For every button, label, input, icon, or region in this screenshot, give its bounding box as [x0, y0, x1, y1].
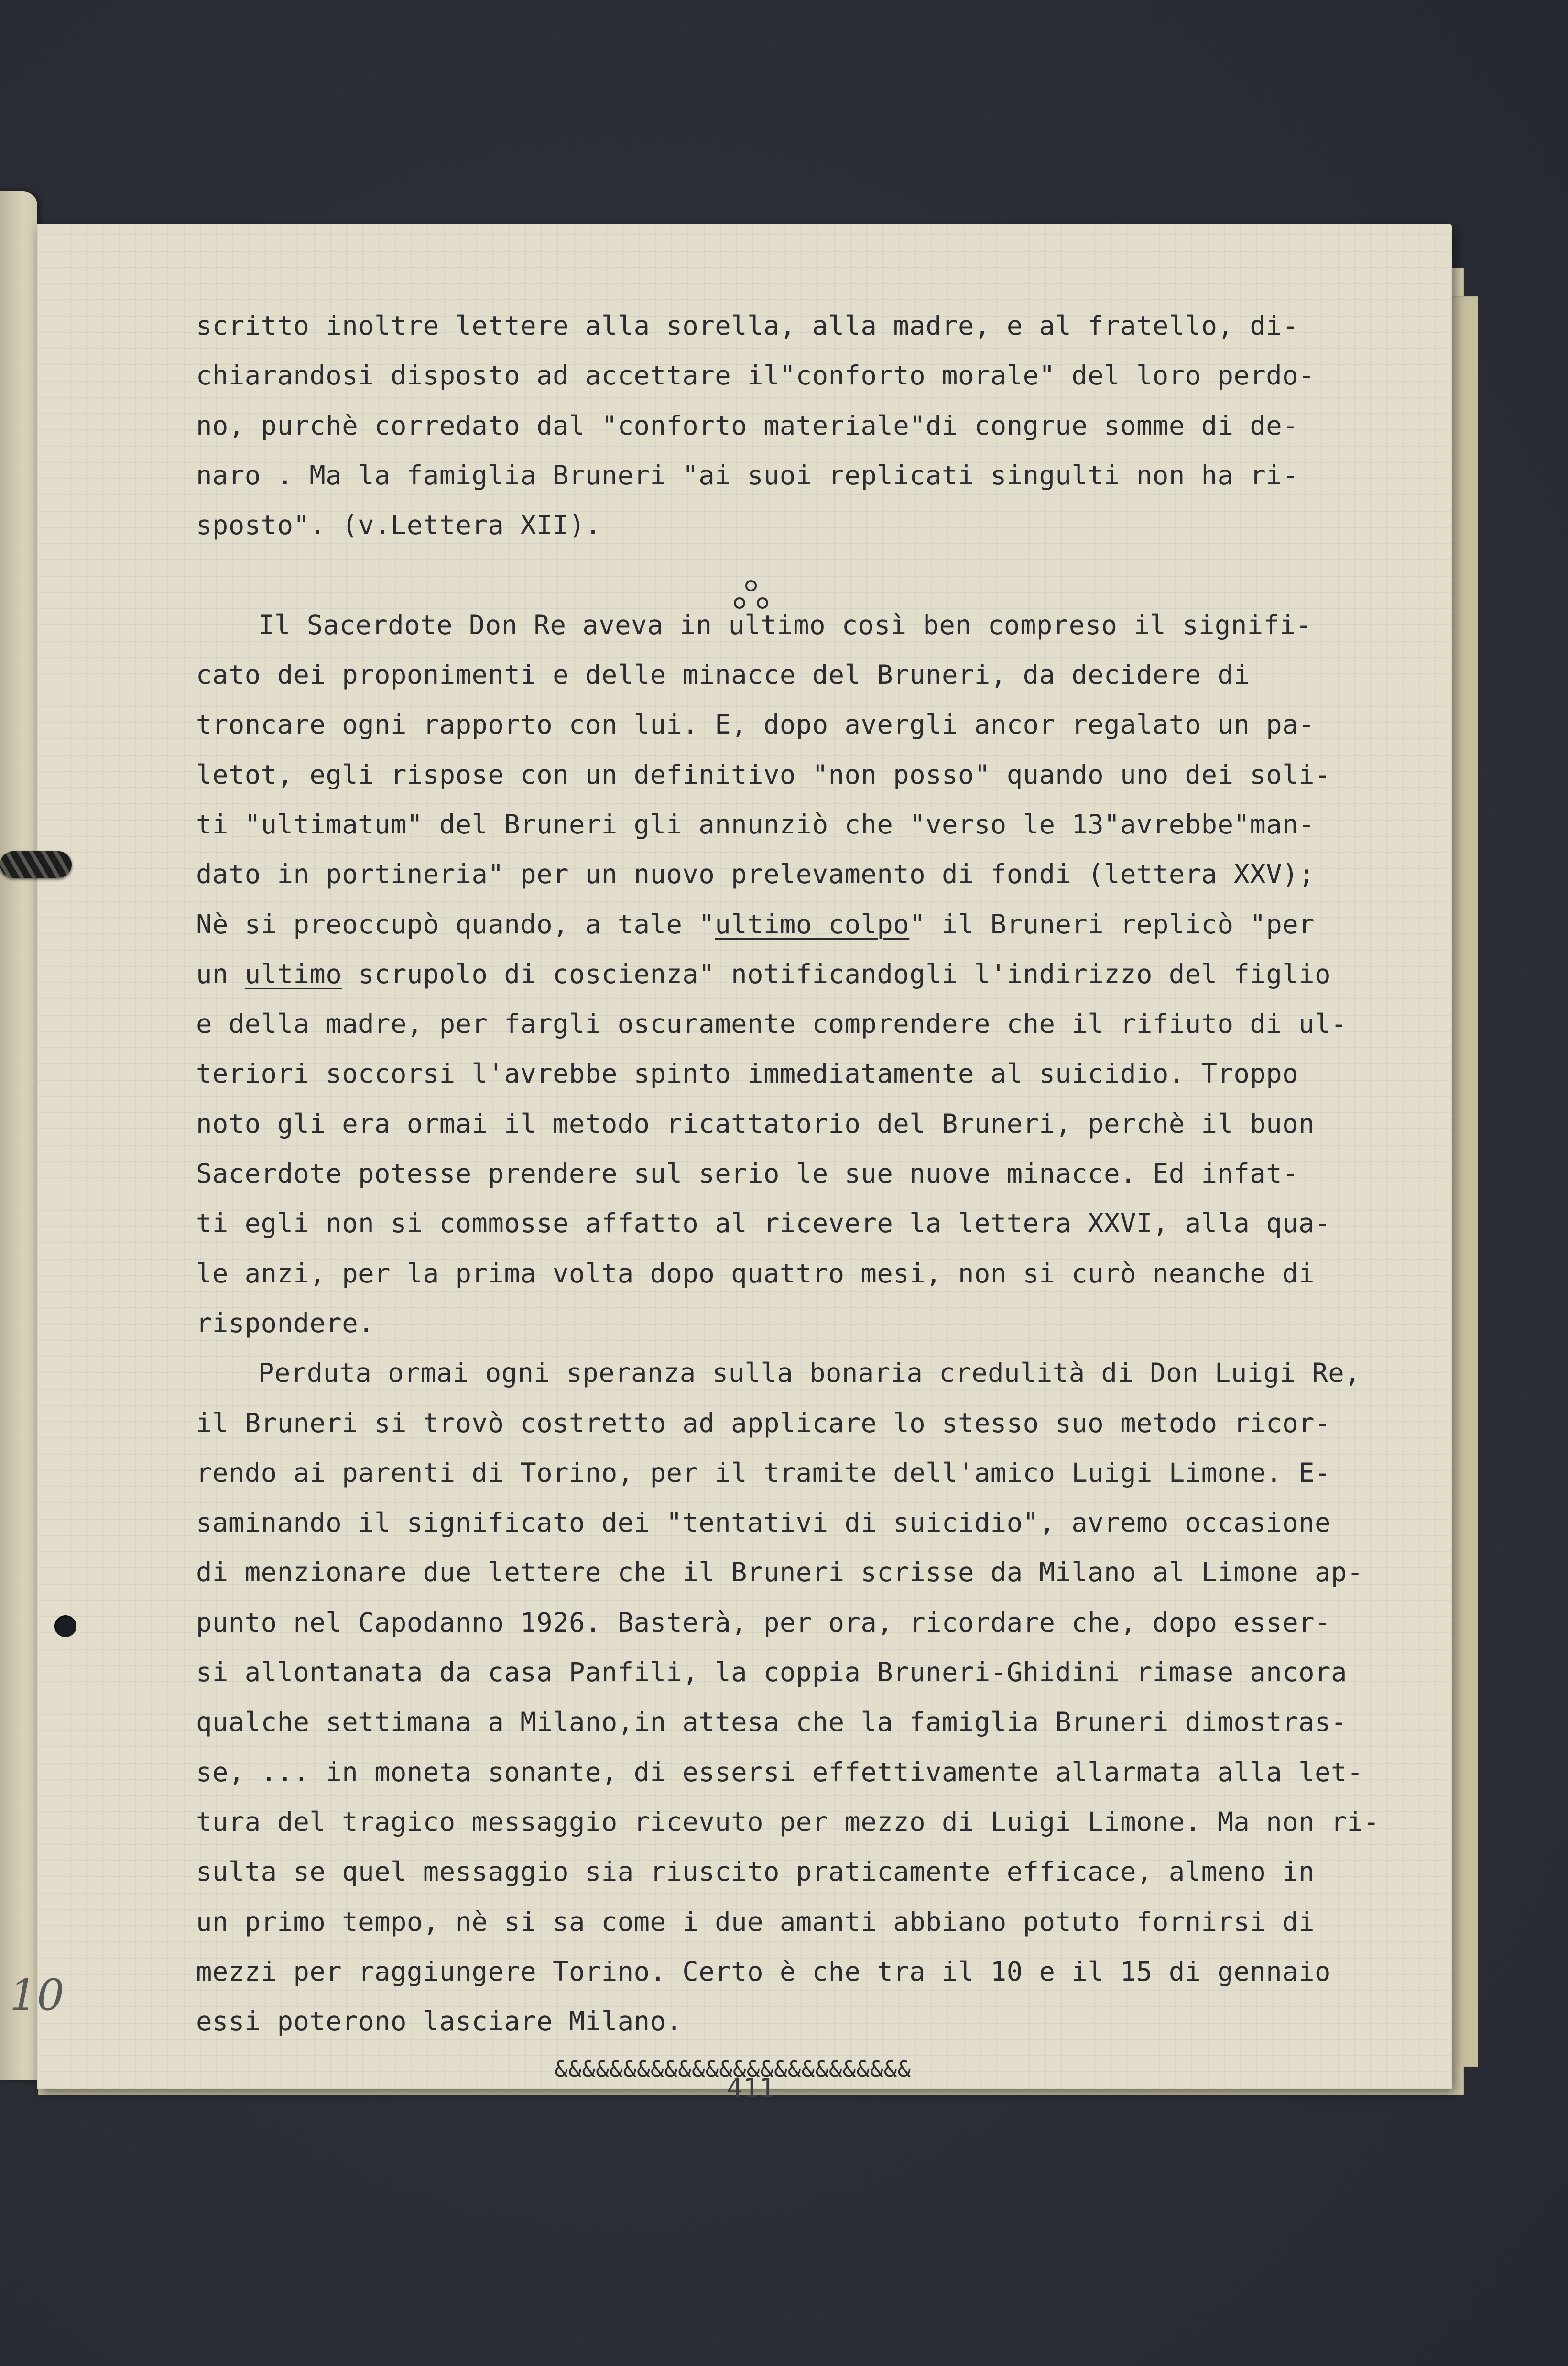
text-line: e della madre, per fargli oscuramente comprendere che il rifiuto di ul- [196, 1008, 1347, 1040]
text-line: di menzionare due lettere che il Bruneri scrisse da Milano al Limone ap- [196, 1557, 1363, 1588]
text-line: naro . Ma la famiglia Bruneri "ai suoi replicati singulti non ha ri- [196, 460, 1299, 491]
text-line: un primo tempo, nè si sa come i due amanti abbiano potuto fornirsi di [196, 1906, 1315, 1938]
text-line: chiarandosi disposto ad accettare il"conforto morale" del loro perdo- [196, 360, 1315, 392]
footer-ampersand-rule: &&&&&&&&&&&&&&&&&&&&&&&&&& [555, 2056, 912, 2082]
quote-mark: " [698, 909, 715, 940]
text-line: noto gli era ormai il metodo ricattatorio del Bruneri, perchè il buon [196, 1108, 1315, 1139]
page-number: 411 [727, 2073, 775, 2104]
text-line: Sacerdote potesse prendere sul serio le sue nuove minacce. Ed infat- [196, 1158, 1299, 1190]
line-end: scrupolo di coscienza" notificandogli l'indirizzo del figlio [342, 958, 1331, 990]
text-line: rendo ai parenti di Torino, per il tramite dell'amico Luigi Limone. E- [196, 1457, 1331, 1489]
text-line: le anzi, per la prima volta dopo quattro mesi, non si curò neanche di [196, 1258, 1315, 1289]
text-line: si allontanata da casa Panfili, la coppia Bruneri-Ghidini rimase ancora [196, 1657, 1347, 1688]
text-line: Il Sacerdote Don Re aveva in ultimo così ben compreso il signifi- [258, 609, 1312, 641]
text-line: se, ... in moneta sonante, di essersi effettivamente allarmata alla let- [196, 1756, 1363, 1788]
underlined-phrase: ultimo colpo [715, 909, 910, 940]
text-line: teriori soccorsi l'avrebbe spinto immediatamente al suicidio. Troppo [196, 1058, 1299, 1090]
previous-page-edge [0, 191, 37, 2080]
text-line: letot, egli rispose con un definitivo "non posso" quando uno dei soli- [196, 759, 1331, 790]
page-stack-edge [1448, 296, 1478, 2067]
text-line-with-underline [196, 900, 1410, 950]
text-line: cato dei proponimenti e delle minacce del Bruneri, da decidere di [196, 659, 1250, 691]
text-line: essi poterono lasciare Milano. [196, 2006, 683, 2037]
punch-hole-icon [54, 1615, 76, 1637]
text-line: punto nel Capodanno 1926. Basterà, per ora, ricordare che, dopo esser- [196, 1607, 1331, 1638]
text-line: il Bruneri si trovò costretto ad applicare lo stesso suo metodo ricor- [196, 1407, 1331, 1439]
line-start: un [196, 958, 245, 990]
text-line: rispondere. [196, 1307, 375, 1339]
text-line: scritto inoltre lettere alla sorella, alla madre, e al fratello, di- [196, 310, 1299, 341]
handwritten-margin-note: 10 [10, 1970, 65, 2020]
section-break-icon [729, 576, 772, 619]
text-line: mezzi per raggiungere Torino. Certo è che tra il 10 e il 15 di gennaio [196, 1956, 1331, 1987]
ring-icon [745, 580, 757, 592]
text-line: sposto". (v.Lettera XII). [196, 510, 601, 541]
line-end: " il Bruneri replicò "per [909, 909, 1315, 940]
blank-line [196, 550, 1410, 600]
underlined-word: ultimo [244, 958, 342, 990]
text-line: dato in portineria" per un nuovo prelevamento di fondi (lettera XXV); [196, 859, 1315, 890]
text-line: ti "ultimatum" del Bruneri gli annunziò che "verso le 13"avrebbe"man- [196, 809, 1315, 840]
ring-icon [734, 597, 745, 609]
text-line: troncare ogni rapporto con lui. E, dopo avergli ancor regalato un pa- [196, 709, 1315, 741]
text-line: no, purchè corredato dal "conforto materiale"di congrue somme di de- [196, 410, 1299, 441]
ring-icon [757, 597, 768, 609]
text-line-with-underline [196, 950, 1410, 999]
text-line: tura del tragico messaggio ricevuto per mezzo di Luigi Limone. Ma non ri- [196, 1806, 1380, 1838]
typed-text-block [196, 301, 1410, 2047]
binding-cord-icon [0, 851, 72, 878]
text-line: sulta se quel messaggio sia riuscito praticamente efficace, almeno in [196, 1856, 1315, 1888]
line-start: Nè si preoccupò quando, a tale [196, 909, 699, 940]
text-line: Perduta ormai ogni speranza sulla bonaria credulità di Don Luigi Re, [258, 1358, 1361, 1389]
text-line: qualche settimana a Milano,in attesa che la famiglia Bruneri dimostras- [196, 1707, 1347, 1738]
text-line: ti egli non si commosse affatto al ricevere la lettera XXVI, alla qua- [196, 1208, 1331, 1239]
text-line: saminando il significato dei "tentativi di suicidio", avremo occasione [196, 1507, 1331, 1539]
